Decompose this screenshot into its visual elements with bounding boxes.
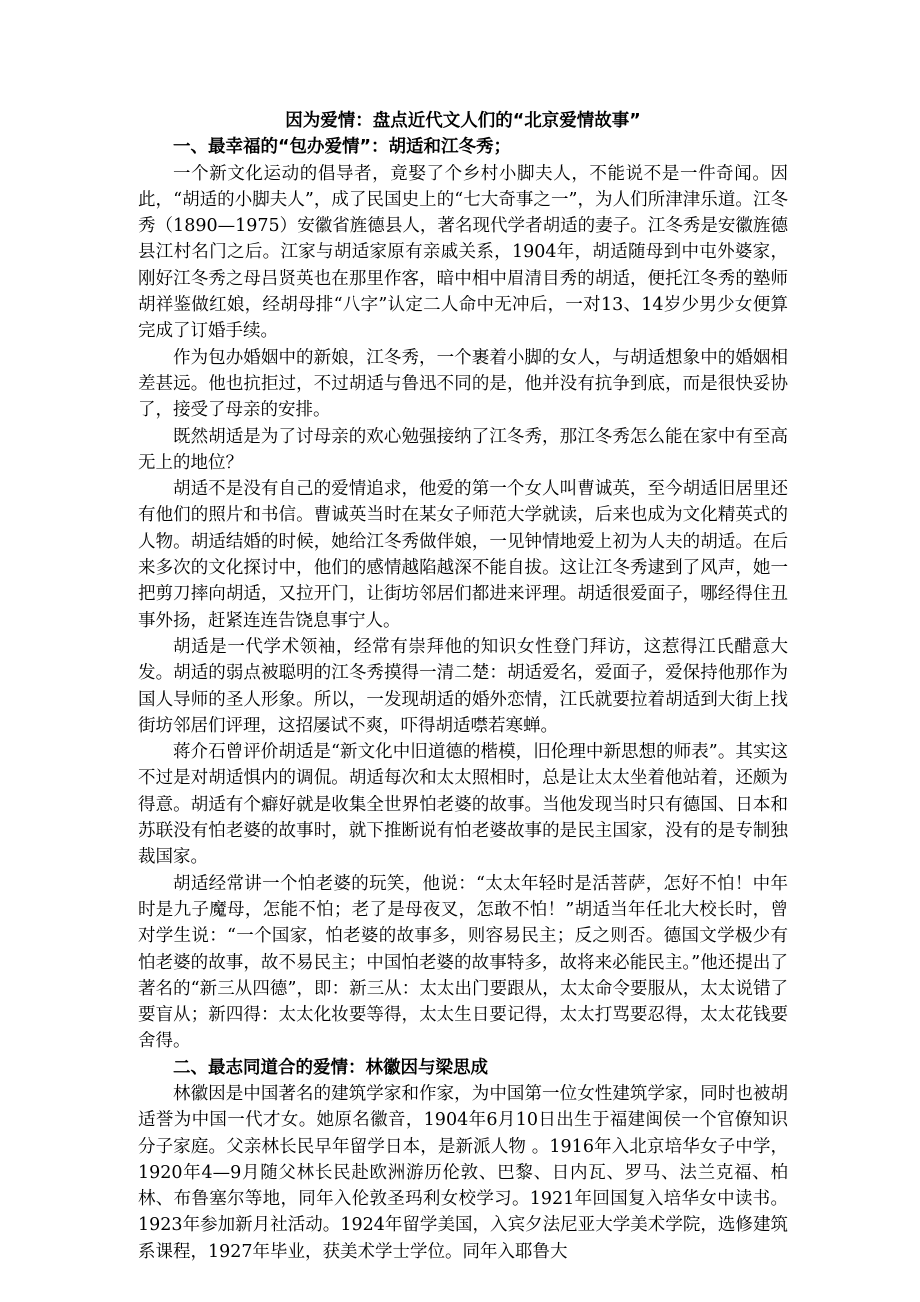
section-heading-1: 一、最幸福的“包办爱情”：胡适和江冬秀；: [173, 137, 512, 158]
section-heading-2: 二、最志同道合的爱情：林徽因与梁思成: [173, 1057, 488, 1078]
paragraph: 作为包办婚姻中的新娘，江冬秀，一个裹着小脚的女人，与胡适想象中的婚姻相差甚远。他也抗拒过，不过胡适与鲁迅不同的是，他并没有抗争到底，而是很快妥协了，接受了母亲的安排。: [138, 347, 788, 421]
document-page: [138, 108, 788, 1265]
paragraph: 一个新文化运动的倡导者，竟娶了个乡村小脚夫人，不能说不是一件奇闻。因此，“胡适的小脚夫人”，成了民国史上的“七大奇事之一”，为人们所津津乐道。江冬秀（1890—1975）安徽省旌德县人，著名现代学者胡适的妻子。江冬秀是安徽旌德县江村名门之后。江家与胡适家原有亲戚关系，1904年，胡适随母到中屯外婆家，刚好江冬秀之母吕贤英也在那里作客，暗中相中眉清目秀的胡适，便托江冬秀的塾师胡祥鉴做红娘，经胡母排“八字”认定二人命中无冲后，一对13、14岁少男少女便算完成了订婚手续。: [138, 163, 788, 342]
paragraph: 胡适是一代学术领袖，经常有崇拜他的知识女性登门拜访，这惹得江氏醋意大发。胡适的弱点被聪明的江冬秀摸得一清二楚：胡适爱名，爱面子，爱保持他那作为国人导师的圣人形象。所以，一发现胡适的婚外恋情，江氏就要拉着胡适到大街上找街坊邻居们评理，这招屡试不爽，吓得胡适噤若寒蝉。: [138, 636, 788, 736]
document-title: 因为爱情：盘点近代文人们的“北京爱情故事”: [285, 111, 641, 131]
paragraph: 既然胡适是为了讨母亲的欢心勉强接纳了江冬秀，那江冬秀怎么能在家中有至高无上的地位？: [138, 426, 788, 473]
paragraph: 蒋介石曾评价胡适是“新文化中旧道德的楷模，旧伦理中新思想的师表”。其实这不过是对胡适惧内的调侃。胡适每次和太太照相时，总是让太太坐着他站着，还颇为得意。胡适有个癖好就是收集全世界怕老婆的故事。当他发现当时只有德国、日本和苏联没有怕老婆的故事时，就下推断说有怕老婆故事的是民主国家，没有的是专制独裁国家。: [138, 742, 788, 868]
paragraph: 胡适经常讲一个怕老婆的玩笑，他说：“太太年轻时是活菩萨，怎好不怕！中年时是九子魔母，怎能不怕；老了是母夜叉，怎敢不怕！”胡适当年任北大校长时，曾对学生说：“一个国家，怕老婆的故事多，则容易民主；反之则否。德国文学极少有怕老婆的故事，故不易民主；中国怕老婆的故事特多，故将来必能民主。”他还提出了著名的“新三从四德”，即：新三从：太太出门要跟从，太太命令要服从，太太说错了要盲从；新四得：太太化妆要等得，太太生日要记得，太太打骂要忍得，太太花钱要舍得。: [138, 873, 788, 1052]
paragraph: 林徽因是中国著名的建筑学家和作家，为中国第一位女性建筑学家，同时也被胡适誉为中国一代才女。她原名徽音，1904年6月10日出生于福建闽侯一个官僚知识分子家庭。父亲林长民早年留学日本，是新派人物 。1916年入北京培华女子中学，1920年4—9月随父林长民赴欧洲游历伦敦、巴黎、日内瓦、罗马、法兰克福、柏林、布鲁塞尔等地，同年入伦敦圣玛利女校学习。1921年回国复入培华女中读书。1923年参加新月社活动。1924年留学美国，入宾夕法尼亚大学美术学院，选修建筑系课程，1927年毕业，获美术学士学位。同年入耶鲁大: [138, 1083, 788, 1262]
paragraph: 胡适不是没有自己的爱情追求，他爱的第一个女人叫曹诚英，至今胡适旧居里还有他们的照片和书信。曹诚英当时在某女子师范大学就读，后来也成为文化精英式的人物。胡适结婚的时候，她给江冬秀做伴娘，一见钟情地爱上初为人夫的胡适。在后来多次的文化探讨中，他们的感情越陷越深不能自拔。这让江冬秀逮到了风声，她一把剪刀摔向胡适，又拉开门，让街坊邻居们都进来评理。胡适很爱面子，哪经得住丑事外扬，赶紧连连告饶息事宁人。: [138, 479, 788, 631]
